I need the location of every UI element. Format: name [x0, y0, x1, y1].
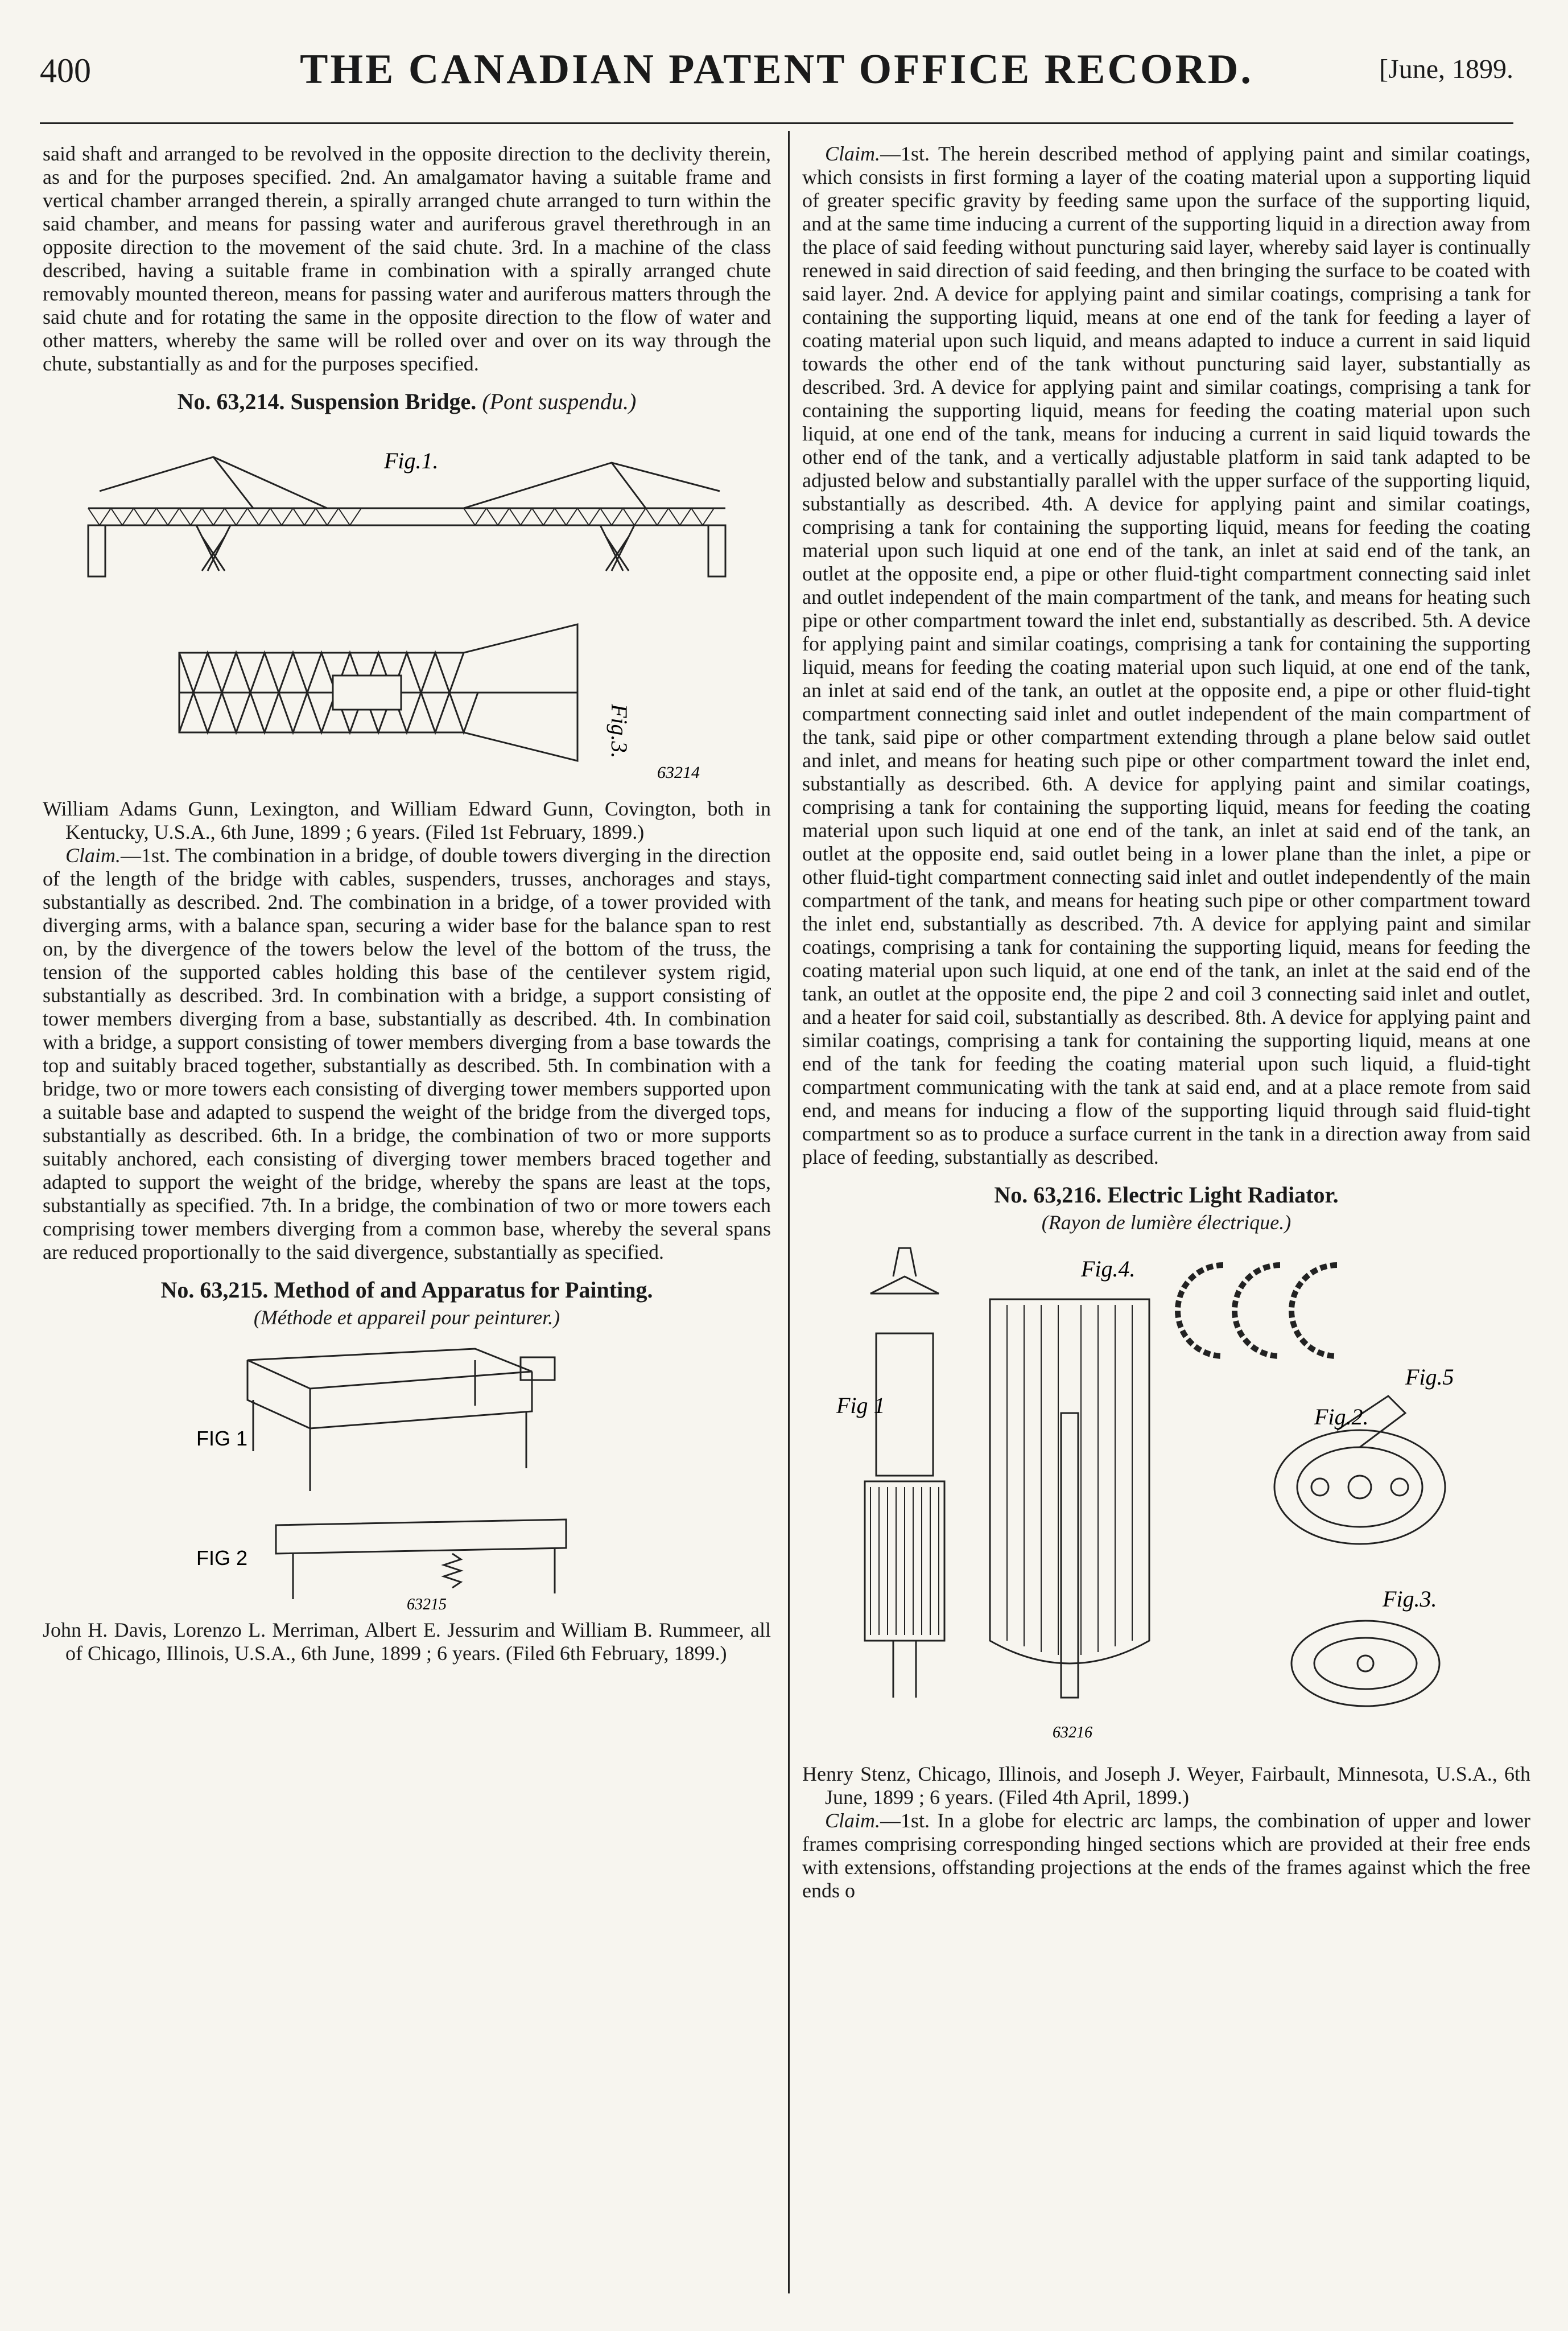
painting-apparatus-drawing — [122, 1337, 691, 1611]
fig3-label: Fig.3. — [606, 704, 632, 759]
patent-french-title: (Pont suspendu.) — [482, 389, 637, 414]
figure-number: 63216 — [1053, 1724, 1092, 1741]
patent-63214-inventors: William Adams Gunn, Lexington, and William Edward Gunn, Covington, both in Kentucky, U.S.A., 6th June, 1899 ; 6 years. (Filed 1st February, 1899.) — [43, 797, 771, 843]
page-header — [40, 46, 1513, 108]
patent-number: No. 63,216. — [994, 1182, 1102, 1208]
figure-number: 63214 — [657, 763, 700, 782]
patent-63216-claims — [802, 1809, 1530, 1902]
fig3-label: Fig.3. — [1383, 1586, 1437, 1612]
claim-label: Claim. — [65, 844, 121, 867]
patent-63216-inventors: Henry Stenz, Chicago, Illinois, and Joseph J. Weyer, Fairbault, Minnesota, U.S.A., 6th June, 1899 ; 6 years. (Filed 4th April, 1899.) — [802, 1762, 1530, 1809]
journal-title: THE CANADIAN PATENT OFFICE RECORD. — [300, 46, 1253, 93]
claims-text: —1st. The combination in a bridge, of double towers diverging in the direction of the length of the bridge with cables, suspenders, trusses, anchorages and stays, substantially as described. 2nd. The combination in a bridge, of a tower provided with diverging arms, with a balance span, securing a wider base for the balance span to rest on, by the divergence of the towers below the level of the bottom of the truss, the tension of the supported cables holding this base of the centilever system rigid, substantially as described. 3rd. In combination with a bridge, a support consisting of tower members diverging from a base, substantially as described. 4th. In combination with a bridge, a support consisting of tower members diverging from a base towards the top and suitably braced together, substantially as described. 5th. In combination with a bridge, two or more towers each consisting of diverging tower members supported upon a suitable base and adapted to suspend the weight of the bridge from the diverged tops, substantially as described. 6th. In a bridge, the combination of two or more supports suitably anchored, each consisting of diverging tower members braced together and adapted to support the weight of the bridge, whereby the spans are least at the tops, substantially as specified. 7th. In a bridge, the combination of two or more towers each comprising tower members diverging from a common base, whereby the several spans are reduced proportionally to the said divergence, substantially as specified. — [43, 844, 771, 1263]
patent-63214-heading — [43, 388, 771, 415]
continuation-text: said shaft and arranged to be revolved in the opposite direction to the declivity therein, as and for the purposes specified. 2nd. An amalgamator having a suitable frame and vertical chamber arranged therein, a spirally arranged chute arranged to turn within the said chamber, and means for passing water and auriferous gravel therethrough in an opposite direction to the movement of the said chute. 3rd. In a machine of the class described, having a suitable frame in combination with a spirally arranged chute removably mounted thereon, means for passing water and auriferous matters through the said chute and for rotating the same in the opposite direction to the flow of water and other matters, whereby the same will be rolled over and over on its way through the chute, substantially as and for the purposes specified. — [43, 142, 771, 375]
claims-text: —1st. The herein described method of applying paint and similar coatings, which consists in first forming a layer of the coating material upon a supporting liquid of greater specific gravity by feeding same upon the surface of the supporting liquid, and at the same time inducing a current of the supporting liquid in a direction away from the place of said feeding without puncturing said layer, whereby said layer is continually renewed in said direction of said feeding, and then bringing the surface to be coated with said layer. 2nd. A device for applying paint and similar coatings, comprising a tank for containing the supporting liquid, means at one end of the tank for feeding a layer of coating material upon such liquid, and means adapted to induce a current in said liquid towards the other end of the tank without puncturing said layer, substantially as described. 3rd. A device for applying paint and similar coatings, comprising a tank for containing the supporting liquid, means for feeding the coating material upon such liquid, at one end of the tank, means for inducing a current in said liquid towards the other end of the tank, and a vertically adjustable platform in said tank adapted to be adjusted below and substantially parallel with the upper surface of the supporting liquid, substantially as described. 4th. A device for applying paint and similar coatings, comprising a tank for containing the supporting liquid, means for feeding the coating material upon such liquid at one end of the tank, an inlet at said end of the tank, an outlet at the opposite end, a pipe or other fluid-tight compartment connecting said inlet and outlet independent of the main compartment of the tank, and means for heating such pipe or other compartment toward the inlet end, substantially as described. 5th. A device for applying paint and similar coatings, comprising a tank for containing the supporting liquid, means for feeding the coating material upon such liquid, at one end of the tank, an inlet at said end of the tank, an outlet at the opposite end, a pipe or other fluid-tight compartment connecting said inlet and outlet independent of the main compartment of the tank, said pipe or other compartment extending through a plane below said outlet and inlet, and means for heating such pipe or other compartment toward the inlet end, substantially as described. 6th. A device for applying paint and similar coatings, comprising a tank for containing the supporting liquid, means for feeding the coating material upon such liquid at one end of the tank, an inlet at said end of the tank, an outlet at the opposite end, said outlet being in a lower plane than the inlet, a pipe or other fluid-tight compartment connecting said inlet and outlet independently of the main compartment of the tank, and means for heating such pipe or other compartment toward the inlet end, substantially as described. 7th. A device for applying paint and similar coatings, comprising a tank for containing the supporting liquid, means for feeding the coating material upon such liquid, at one end of the tank, an inlet at the said end of the tank, an outlet at the opposite end, the pipe 2 and coil 3 connecting said inlet and outlet, and a heater for said coil, substantially as described. 8th. A device for applying paint and similar coatings, comprising a tank for containing the supporting liquid, means at one end of the tank for feeding the coating material upon such liquid, a fluid-tight compartment communicating with the tank at said end, and at a place remote from said end, and means for inducing a flow of the supporting liquid through said fluid-tight compartment so as to produce a surface current in the tank in a direction away from said place of feeding, substantially as described. — [802, 142, 1530, 1168]
radiator-figures — [802, 1242, 1530, 1755]
fig2-label: Fig.2. — [1314, 1404, 1369, 1430]
radiator-drawing — [814, 1242, 1519, 1755]
fig1-label: Fig.1. — [384, 448, 439, 473]
bridge-plan-drawing — [65, 602, 748, 789]
patent-63216-heading — [802, 1181, 1530, 1208]
fig1-label: FIG 1 — [196, 1427, 248, 1450]
column-divider — [788, 131, 790, 2293]
patent-number: No. 63,215. — [160, 1277, 269, 1303]
patent-63216-french-title: (Rayon de lumière électrique.) — [1041, 1211, 1291, 1234]
fig1-label: Fig 1 — [836, 1393, 885, 1418]
left-column — [43, 142, 771, 2308]
bridge-figure-3 — [43, 602, 771, 789]
fig5-label: Fig.5 — [1405, 1364, 1454, 1390]
painting-apparatus-figures — [43, 1337, 771, 1611]
fig2-label: FIG 2 — [196, 1546, 248, 1570]
right-column — [802, 142, 1530, 2308]
patent-63215-french-title: (Méthode et appareil pour peinturer.) — [253, 1306, 560, 1329]
issue-date: [June, 1899. — [1379, 54, 1513, 84]
patent-title: Suspension Bridge. — [290, 389, 477, 414]
header-rule — [40, 122, 1513, 124]
figure-number: 63215 — [407, 1596, 447, 1611]
claim-label: Claim. — [825, 1809, 881, 1832]
claim-label: Claim. — [825, 142, 881, 165]
patent-63214-claims — [43, 844, 771, 1264]
patent-63215-heading — [43, 1276, 771, 1303]
bridge-figure-1 — [43, 423, 771, 594]
patent-number: No. 63,214. — [177, 389, 285, 414]
claims-text: —1st. In a globe for electric arc lamps, the combination of upper and lower frames comprising corresponding hinged sections which are provided at their free ends with extensions, offstanding projections at the ends of the frames against which the free ends o — [802, 1809, 1530, 1902]
patent-63215-inventors: John H. Davis, Lorenzo L. Merriman, Albert E. Jessurim and William B. Rummeer, all of Chicago, Illinois, U.S.A., 6th June, 1899 ; 6 years. (Filed 6th February, 1899.) — [43, 1618, 771, 1665]
patent-title: Method of and Apparatus for Painting. — [274, 1277, 653, 1303]
patent-63215-claims — [802, 142, 1530, 1169]
fig4-label: Fig.4. — [1081, 1256, 1136, 1282]
patent-title: Electric Light Radiator. — [1107, 1182, 1339, 1208]
bridge-elevation-drawing — [65, 423, 748, 594]
page-number: 400 — [40, 52, 91, 89]
